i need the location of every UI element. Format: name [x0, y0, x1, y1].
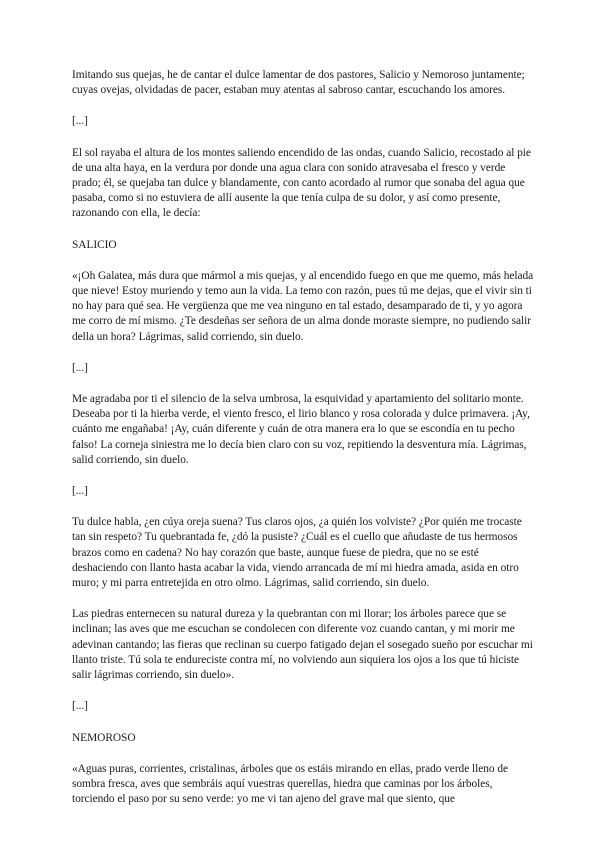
ellipsis-marker: [...] [72, 485, 88, 498]
narrative-paragraph: El sol rayaba el altura de los montes saliendo encendido de las ondas, cuando Salicio, recostado al pie de una alta haya, en la verdura por donde una agua clara con sonido atravesaba el fresco y verde prado; él, se quejaba tan dulce y blandamente, con canto acordado al rumor que sonaba del agua que pasaba, como si no estuviera de allí ausente la que tenía culpa de su dolor, y así como presente, razonando con ella, le decía: [72, 146, 531, 220]
intro-paragraph: Imitando sus quejas, he de cantar el dulce lamentar de dos pastores, Salicio y Nemoroso juntamente; cuyas ovejas, olvidadas de pacer, estaban muy atentas al sabroso cantar, escuchando los amores. [72, 69, 525, 97]
nemoroso-paragraph-1: «Aguas puras, corrientes, cristalinas, árboles que os estáis mirando en ellas, prado verde lleno de sombra fresca, aves que sembráis aquí vuestras querellas, hiedra que caminas por los árboles, torciendo el paso por su seno verde: yo me vi tan ajeno del grave mal que siento, que [72, 762, 508, 806]
ellipsis-marker: [...] [72, 361, 88, 374]
speaker-heading-nemoroso: NEMOROSO [72, 731, 136, 744]
ellipsis-marker: [...] [72, 700, 88, 713]
document-page [72, 68, 534, 823]
salicio-paragraph-3: Tu dulce habla, ¿en cúya oreja suena? Tus claros ojos, ¿a quién los volviste? ¿Por quién me trocaste tan sin respeto? Tu quebrantada fe, ¿dó la pusiste? ¿Cuál es el cuello que añudaste de tus hermosos brazos como en cadena? No hay corazón que baste, aunque fuese de piedra, que no se esté deshaciendo con llanto hasta acabar la vida, viendo arrancada de mí mi hiedra amada, asida en otro muro; y mi parra entretejida en otro olmo. Lágrimas, salid corriendo, sin duelo. [72, 516, 522, 590]
salicio-paragraph-1: «¡Oh Galatea, más dura que mármol a mis quejas, y al encendido fuego en que me quemo, más helada que nieve! Estoy muriendo y temo aun la vida. La temo con razón, pues tú me dejas, que el vivir sin ti no hay para qué sea. He vergüenza que me vea ninguno en tal estado, desamparado de ti, y yo agora me corro de mí mismo. ¿Te desdeñas ser señora de un alma donde moraste siempre, no pudiendo salir della un hora? Lágrimas, salid corriendo, sin duelo. [72, 269, 534, 343]
salicio-paragraph-4: Las piedras enternecen su natural dureza y la quebrantan con mi llorar; los árboles parece que se inclinan; las aves que me escuchan se condolecen con diferente voz cuando cantan, y mi morir me adevinan cantando; las fieras que reclinan su cuerpo fatigado dejan el sosegado sueño por escuchar mi llanto triste. Tú sola te endureciste contra mí, no volviendo aun siquiera los ojos a los que tú hiciste salir lágrimas corriendo, sin duelo». [72, 608, 533, 682]
speaker-heading-salicio: SALICIO [72, 238, 117, 251]
salicio-paragraph-2: Me agradaba por ti el silencio de la selva umbrosa, la esquividad y apartamiento del solitario monte. Deseaba por ti la hierba verde, el viento fresco, el lirio blanco y rosa colorada y dulce primavera. ¡Ay, cuánto me engañaba! ¡Ay, cuán diferente y cuán de otra manera era lo que se escondía en tu pecho falso! La corneja siniestra me lo decía bien claro con su voz, repitiendo la desventura mía. Lágrimas, salid corriendo, sin duelo. [72, 393, 530, 466]
ellipsis-marker: [...] [72, 115, 88, 128]
